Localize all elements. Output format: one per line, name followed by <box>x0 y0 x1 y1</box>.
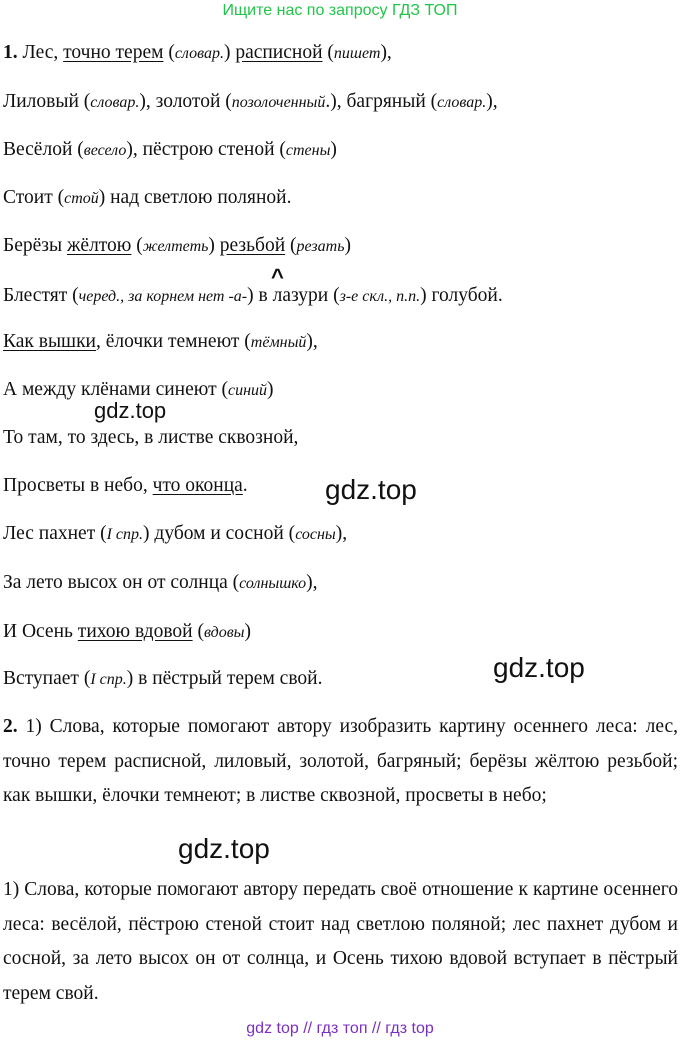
footer-links[interactable]: gdz top // гдз топ // гдз top <box>246 1020 434 1037</box>
text: ) <box>244 621 251 642</box>
text: ( <box>163 42 175 63</box>
watermark: gdz.top <box>94 398 167 423</box>
text: ( <box>192 621 204 642</box>
text: Просветы в небо, <box>3 475 153 496</box>
text: А между клёнами синеют ( <box>3 379 228 400</box>
poem-line-7 <box>3 330 318 355</box>
text: ) <box>208 235 220 256</box>
poem-line-14 <box>3 667 322 692</box>
poem-line-10 <box>3 474 248 498</box>
text: ) в пёстрый терем свой. <box>126 668 323 689</box>
text: ( <box>322 42 334 63</box>
text: ) <box>223 42 236 63</box>
underlined-phrase: точно терем <box>63 42 164 63</box>
poem-line-5 <box>3 234 351 259</box>
watermark: gdz.top <box>493 652 585 683</box>
poem-line-11 <box>3 522 347 547</box>
text: Стоит ( <box>3 187 65 208</box>
underlined-phrase: что оконца <box>152 475 243 496</box>
note: стой <box>64 190 99 207</box>
note: I спр. <box>106 526 144 543</box>
watermark: gdz.top <box>178 833 270 864</box>
text: ( <box>285 235 297 256</box>
underlined-word: жёлтою <box>66 235 132 256</box>
watermark: gdz.top <box>325 474 417 505</box>
text: ), <box>306 572 318 593</box>
text: .), багряный ( <box>325 91 438 112</box>
poem-line-2 <box>3 90 498 115</box>
note: черед., за корнем нет -а- <box>78 288 248 305</box>
poem-line-13 <box>3 620 251 645</box>
task2-paragraph-2: 1) Слова, которые помогают автору передать своё отношение к картине осеннего леса: весёлой, пёстрою стеной стоит над светлою поляной; лес пахнет дубом и сосной, за лето высох он от солнца, и Осень тихою вдовой вступает в пёстрый терем свой. <box>3 879 678 1004</box>
note: тёмный <box>250 334 307 351</box>
text: ) дубом и сосной ( <box>143 523 296 544</box>
note: вдовы <box>203 624 245 641</box>
text: ) в лазури ( <box>247 285 340 306</box>
poem-line-4 <box>3 186 292 211</box>
note: желтеть <box>142 238 209 255</box>
note: I спр. <box>90 671 127 688</box>
caret-mark: ^ <box>271 264 284 289</box>
text: ) <box>344 235 351 256</box>
text: Лес пахнет ( <box>3 523 107 544</box>
text: , ёлочки темнеют ( <box>96 331 251 352</box>
note: резать <box>296 238 345 255</box>
note: стены <box>285 142 331 159</box>
text: ), <box>306 331 318 352</box>
note: з-е скл., п.п. <box>339 288 421 305</box>
text: Вступает ( <box>3 668 91 689</box>
text: То там, то здесь, в листве сквозной, <box>3 427 299 448</box>
text: . <box>242 475 248 496</box>
underlined-word: резьбой <box>219 235 286 256</box>
note: пишет <box>333 45 381 62</box>
text: Лиловый ( <box>3 91 91 112</box>
underlined-phrase: Как вышки <box>3 331 96 352</box>
text: ), пёстрою стеной ( <box>126 139 286 160</box>
note: словар. <box>174 45 224 62</box>
poem-line-6 <box>3 284 503 309</box>
note: весело <box>83 142 127 159</box>
text: ) <box>267 379 274 400</box>
text: Берёзы <box>3 235 67 256</box>
text: ), золотой ( <box>139 91 232 112</box>
note: сосны <box>295 526 336 543</box>
text: Весёлой ( <box>3 139 84 160</box>
task-number: 2. <box>3 716 18 737</box>
note: солнышко <box>239 575 307 592</box>
text: ), <box>380 42 392 63</box>
underlined-word: расписной <box>235 42 323 63</box>
text: ) голубой. <box>420 285 503 306</box>
note: позолоченный <box>231 94 326 111</box>
poem-line-1 <box>3 41 392 66</box>
text: Блестят ( <box>3 285 79 306</box>
text: Лес, <box>17 42 64 63</box>
text: 1) Слова, которые помогают автору изобразить картину осеннего леса: лес, точно терем расписной, лиловый, золотой, багряный; берёзы жёлтою резьбой; как вышки, ёлочки темнеют; в листве сквозной, просветы в небо; <box>3 716 678 806</box>
search-banner[interactable]: Ищите нас по запросу ГДЗ ТОП <box>222 2 458 19</box>
text: ( <box>131 235 143 256</box>
text: И Осень <box>3 621 78 642</box>
underlined-phrase: тихою вдовой <box>77 621 193 642</box>
note: словар. <box>437 94 487 111</box>
poem-line-12 <box>3 571 318 596</box>
poem-line-9 <box>3 426 298 450</box>
text: ), <box>335 523 348 544</box>
text: ), <box>486 91 498 112</box>
text: За лето высох он от солнца ( <box>3 572 240 593</box>
poem-line-3 <box>3 138 337 163</box>
note: словар. <box>90 94 140 111</box>
task2-paragraph-1 <box>3 710 678 814</box>
text: ) над светлою поляной. <box>98 187 292 208</box>
text: ) <box>330 139 337 160</box>
note: синий <box>227 382 268 399</box>
task-number: 1. <box>3 42 18 63</box>
